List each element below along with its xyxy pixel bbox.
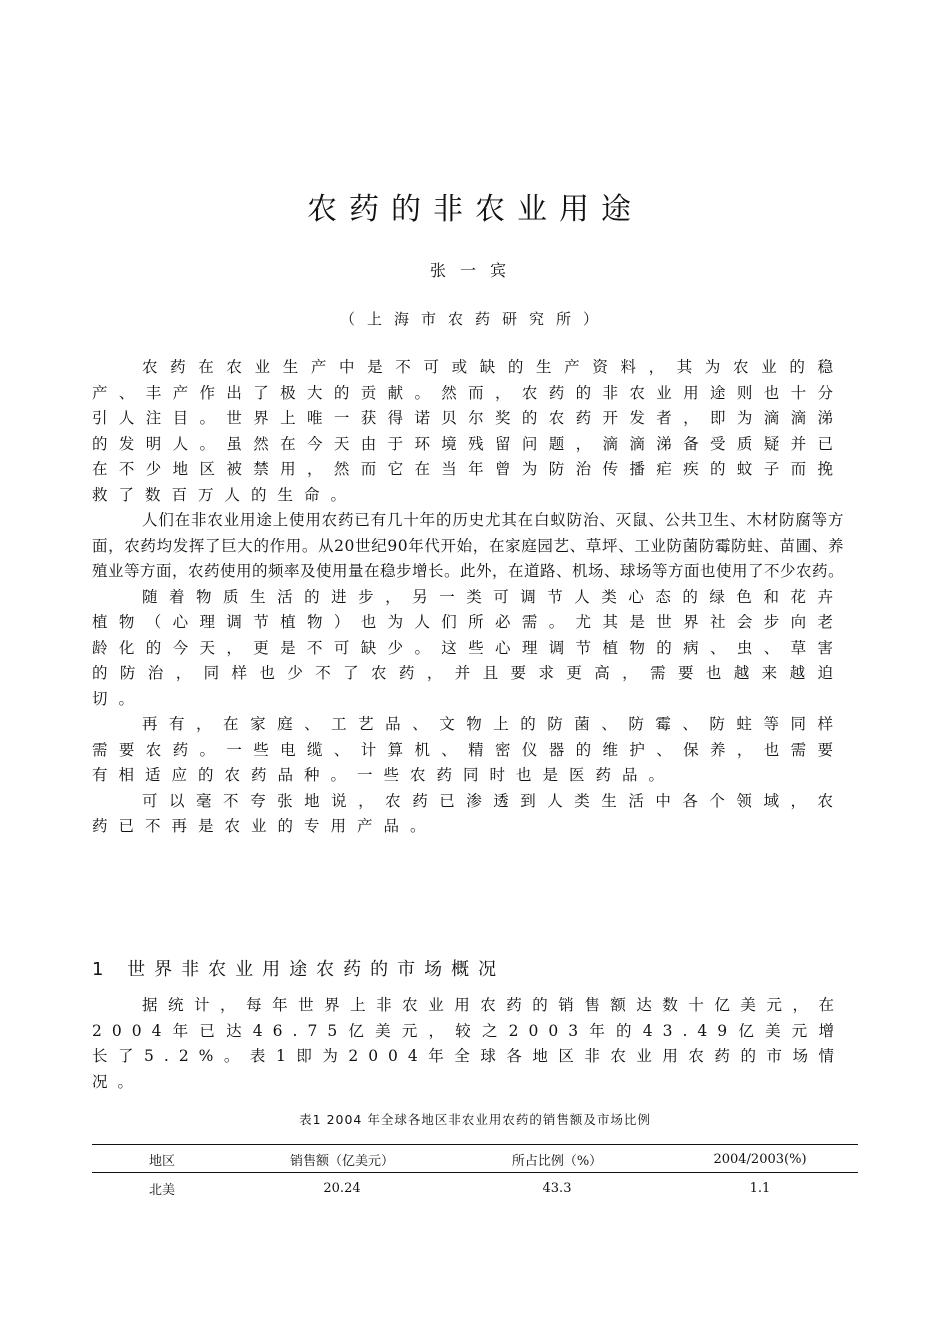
- table-header-row: [92, 1145, 858, 1173]
- section-paragraph: [92, 993, 844, 1095]
- table-caption: 表1 2004 年全球各地区非农业用农药的销售额及市场比例: [299, 1112, 651, 1127]
- paragraph: 可以毫不夸张地说，农药已渗透到人类生活中各个领域，农药已不再是农业的专用产品。: [92, 791, 844, 835]
- author: 张一宾: [429, 261, 520, 280]
- column-header: 地区: [92, 1145, 232, 1173]
- paragraph: 据统计，每年世界上非农业用农药的销售额达数十亿美元，在2004年已达46.75亿美元，较之2003年的43.49亿美元增长了5.2%。表1即为2004年全球各地区非农业用农药的市场情况。: [92, 996, 844, 1091]
- section-heading: 1 世界非农业用途农药的市场概况: [92, 959, 506, 980]
- sales-table: [92, 1144, 858, 1201]
- column-header: 2004/2003(%): [662, 1145, 858, 1173]
- column-header: 所占比例（%）: [452, 1145, 662, 1173]
- paragraph: 农药在农业生产中是不可或缺的生产资料，其为农业的稳产、丰产作出了极大的贡献。然而，农药的非农业用途则也十分引人注目。世界上唯一获得诺贝尔奖的农药开发者，即为滴滴涕的发明人。虽然在今天由于环境残留问题，滴滴涕备受质疑并已在不少地区被禁用，然而它在当年曾为防治传播疟疾的蚊子而挽救了数百万人的生命。: [92, 358, 844, 504]
- intro-body: [92, 355, 844, 840]
- table-cell: 43.3: [542, 1181, 572, 1196]
- affiliation: （上海市农药研究所）: [339, 310, 610, 328]
- table-cell: 北美: [148, 1183, 175, 1198]
- paragraph: 再有，在家庭、工艺品、文物上的防菌、防霉、防蛀等同样需要农药。一些电缆、计算机、精密仪器的维护、保养，也需要有相适应的农药品种。一些农药同时也是医药品。: [92, 715, 844, 784]
- table-row: [92, 1173, 858, 1202]
- article-title: 农药的非农业用途: [307, 192, 643, 227]
- paragraph: 人们在非农业用途上使用农药已有几十年的历史尤其在白蚁防治、灭鼠、公共卫生、木材防腐等方面，农药均发挥了巨大的作用。从20世纪90年代开始，在家庭园艺、草坪、工业防菌防霉防蛀、苗圃、养殖业等方面，农药使用的频率及使用量在稳步增长。此外，在道路、机场、球场等方面也使用了不少农药。: [92, 511, 845, 580]
- table-cell: 20.24: [323, 1181, 361, 1196]
- column-header: 销售额（亿美元）: [232, 1145, 452, 1173]
- paragraph: 随着物质生活的进步，另一类可调节人类心态的绿色和花卉植物（心理调节植物）也为人们所必需。尤其是世界社会步向老龄化的今天，更是不可缺少。这些心理调节植物的病、虫、草害的防治，同样也少不了农药，并且要求更高，需要也越来越迫切。: [92, 587, 844, 708]
- table-cell: 1.1: [749, 1181, 771, 1196]
